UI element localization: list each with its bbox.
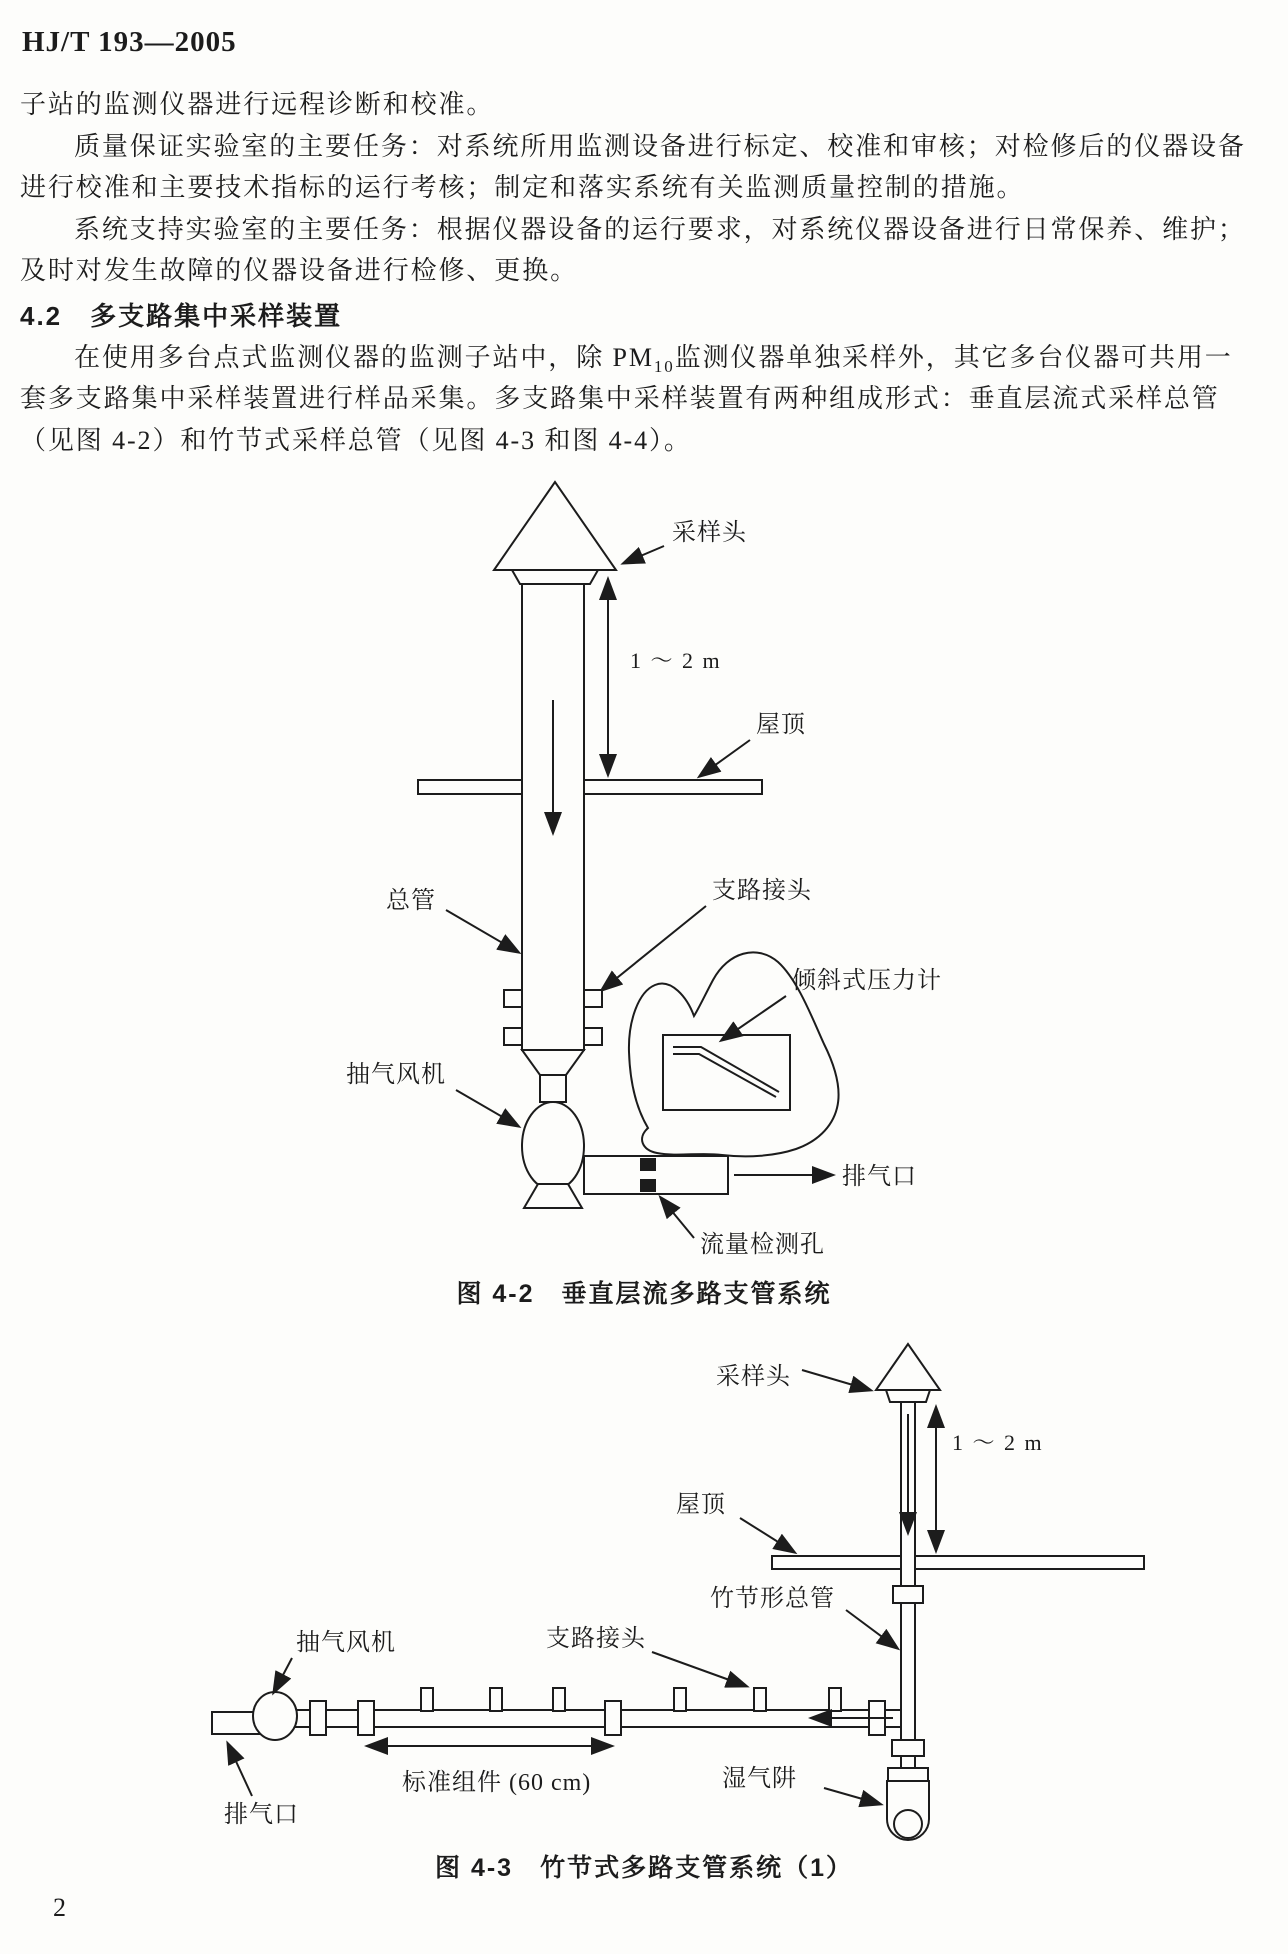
paragraph-line xyxy=(20,339,1270,381)
bamboo-main-pipe-arrow xyxy=(846,1610,897,1648)
exhaust-fan-body xyxy=(253,1692,297,1740)
flow-detection-hole-label: 流量检测孔 xyxy=(700,1232,825,1258)
exhaust-fan-label: 抽气风机 xyxy=(296,1630,396,1656)
manifold-pipe xyxy=(290,1710,901,1727)
branch-stub xyxy=(504,990,522,1007)
figure-4-3-diagram xyxy=(0,1336,1288,1848)
fan-base xyxy=(524,1184,582,1208)
roof-right xyxy=(584,780,762,794)
branch-stub xyxy=(674,1688,686,1711)
exhaust-fan-arrow xyxy=(274,1658,292,1692)
branch-stub xyxy=(553,1688,565,1711)
exhaust-fan-body xyxy=(522,1102,584,1190)
exhaust-outlet-arrow xyxy=(228,1744,252,1796)
pipe-funnel xyxy=(522,1050,584,1075)
sampling-head-arrow xyxy=(624,546,664,563)
wet-trap-arrow xyxy=(824,1788,880,1804)
main-pipe-arrow xyxy=(446,910,518,952)
branch-stub xyxy=(421,1688,433,1711)
paragraph-line: 套多支路集中采样装置进行样品采集。多支路集中采样装置有两种组成形式：垂直层流式采样总管 xyxy=(20,384,1220,413)
paragraph-segment: 在使用多台点式监测仪器的监测子站中，除 PM xyxy=(74,342,654,372)
wet-trap-bulb xyxy=(894,1810,922,1838)
pipe-coupling xyxy=(310,1701,326,1735)
exhaust-outlet-label: 排气口 xyxy=(842,1164,917,1190)
exhaust-fan-label: 抽气风机 xyxy=(346,1062,446,1088)
exhaust-outlet-label: 排气口 xyxy=(224,1802,299,1828)
flow-detection-hole-mark xyxy=(640,1158,656,1171)
body-text xyxy=(20,86,1270,463)
paragraph-segment: 监测仪器单独采样外，其它多台仪器可共用一 xyxy=(674,342,1233,372)
sampling-head-label: 采样头 xyxy=(672,520,747,546)
distance-label: 1 ～ 2 m xyxy=(952,1430,1044,1455)
branch-joint-label: 支路接头 xyxy=(546,1626,646,1652)
flow-detection-hole-arrow xyxy=(661,1198,694,1238)
inclined-manometer-label: 倾斜式压力计 xyxy=(792,968,942,994)
branch-stub xyxy=(490,1688,502,1711)
paragraph-line: 进行校准和主要技术指标的运行考核；制定和落实系统有关监测质量控制的措施。 xyxy=(20,173,1025,202)
page-number: 2 xyxy=(53,1893,66,1922)
pm10-subscript: 10 xyxy=(653,356,675,376)
paragraph-line: 子站的监测仪器进行远程诊断和校准。 xyxy=(20,90,495,119)
paragraph-line: （见图 4-2）和竹节式采样总管（见图 4-3 和图 4-4）。 xyxy=(20,425,692,455)
branch-joint-arrow xyxy=(602,906,706,990)
section-heading-4-2: 4.2 多支路集中采样装置 xyxy=(20,300,343,331)
sampling-head-label: 采样头 xyxy=(716,1364,791,1390)
roof-label: 屋顶 xyxy=(676,1492,726,1518)
roof-right xyxy=(915,1556,1144,1569)
inclined-manometer-arrow xyxy=(722,996,786,1040)
pipe-coupling xyxy=(358,1701,374,1735)
roof-left xyxy=(772,1556,901,1569)
figure-4-2-diagram xyxy=(0,470,1288,1270)
branch-joint-arrow xyxy=(652,1652,746,1686)
branch-stub xyxy=(504,1028,522,1045)
pipe-coupling xyxy=(893,1586,923,1603)
branch-stub xyxy=(754,1688,766,1711)
wet-trap-collar xyxy=(888,1768,928,1781)
main-pipe-label: 总管 xyxy=(386,888,436,914)
roof-label: 屋顶 xyxy=(756,712,806,738)
paragraph-line: 质量保证实验室的主要任务：对系统所用监测设备进行标定、校准和审核；对检修后的仪器设备 xyxy=(74,131,1246,161)
roof-arrow xyxy=(740,1518,794,1552)
roof-arrow xyxy=(700,740,750,776)
cone-collar xyxy=(512,570,598,584)
fan-inlet-tube xyxy=(540,1075,566,1102)
branch-stub xyxy=(829,1688,841,1711)
sampling-head-arrow xyxy=(802,1370,870,1390)
branch-stub xyxy=(584,990,602,1007)
paragraph-line: 及时对发生故障的仪器设备进行检修、更换。 xyxy=(20,256,579,285)
paragraph-line: 系统支持实验室的主要任务：根据仪器设备的运行要求，对系统仪器设备进行日常保养、维护； xyxy=(74,214,1246,244)
figure-4-3-caption: 图 4-3 竹节式多路支管系统（1） xyxy=(435,1854,853,1882)
branch-stub xyxy=(584,1028,602,1045)
exhaust-fan-arrow xyxy=(456,1090,518,1126)
branch-joint-label: 支路接头 xyxy=(712,878,812,904)
bamboo-main-pipe-label: 竹节形总管 xyxy=(710,1586,835,1612)
sampling-head-cone xyxy=(876,1344,940,1390)
standard-module-label: 标准组件 (60 cm) xyxy=(402,1770,592,1796)
wet-trap-label: 湿气阱 xyxy=(722,1766,797,1792)
distance-label: 1 ～ 2 m xyxy=(630,648,722,673)
flow-detection-hole-mark xyxy=(640,1179,656,1192)
standard-code-header: HJ/T 193—2005 xyxy=(22,26,237,58)
roof-left xyxy=(418,780,522,794)
pipe-coupling xyxy=(892,1740,924,1756)
figure-4-2-caption: 图 4-2 垂直层流多路支管系统 xyxy=(456,1280,832,1308)
pipe-coupling xyxy=(605,1701,621,1735)
sampling-head-cone xyxy=(494,482,616,570)
cone-collar xyxy=(886,1390,930,1402)
